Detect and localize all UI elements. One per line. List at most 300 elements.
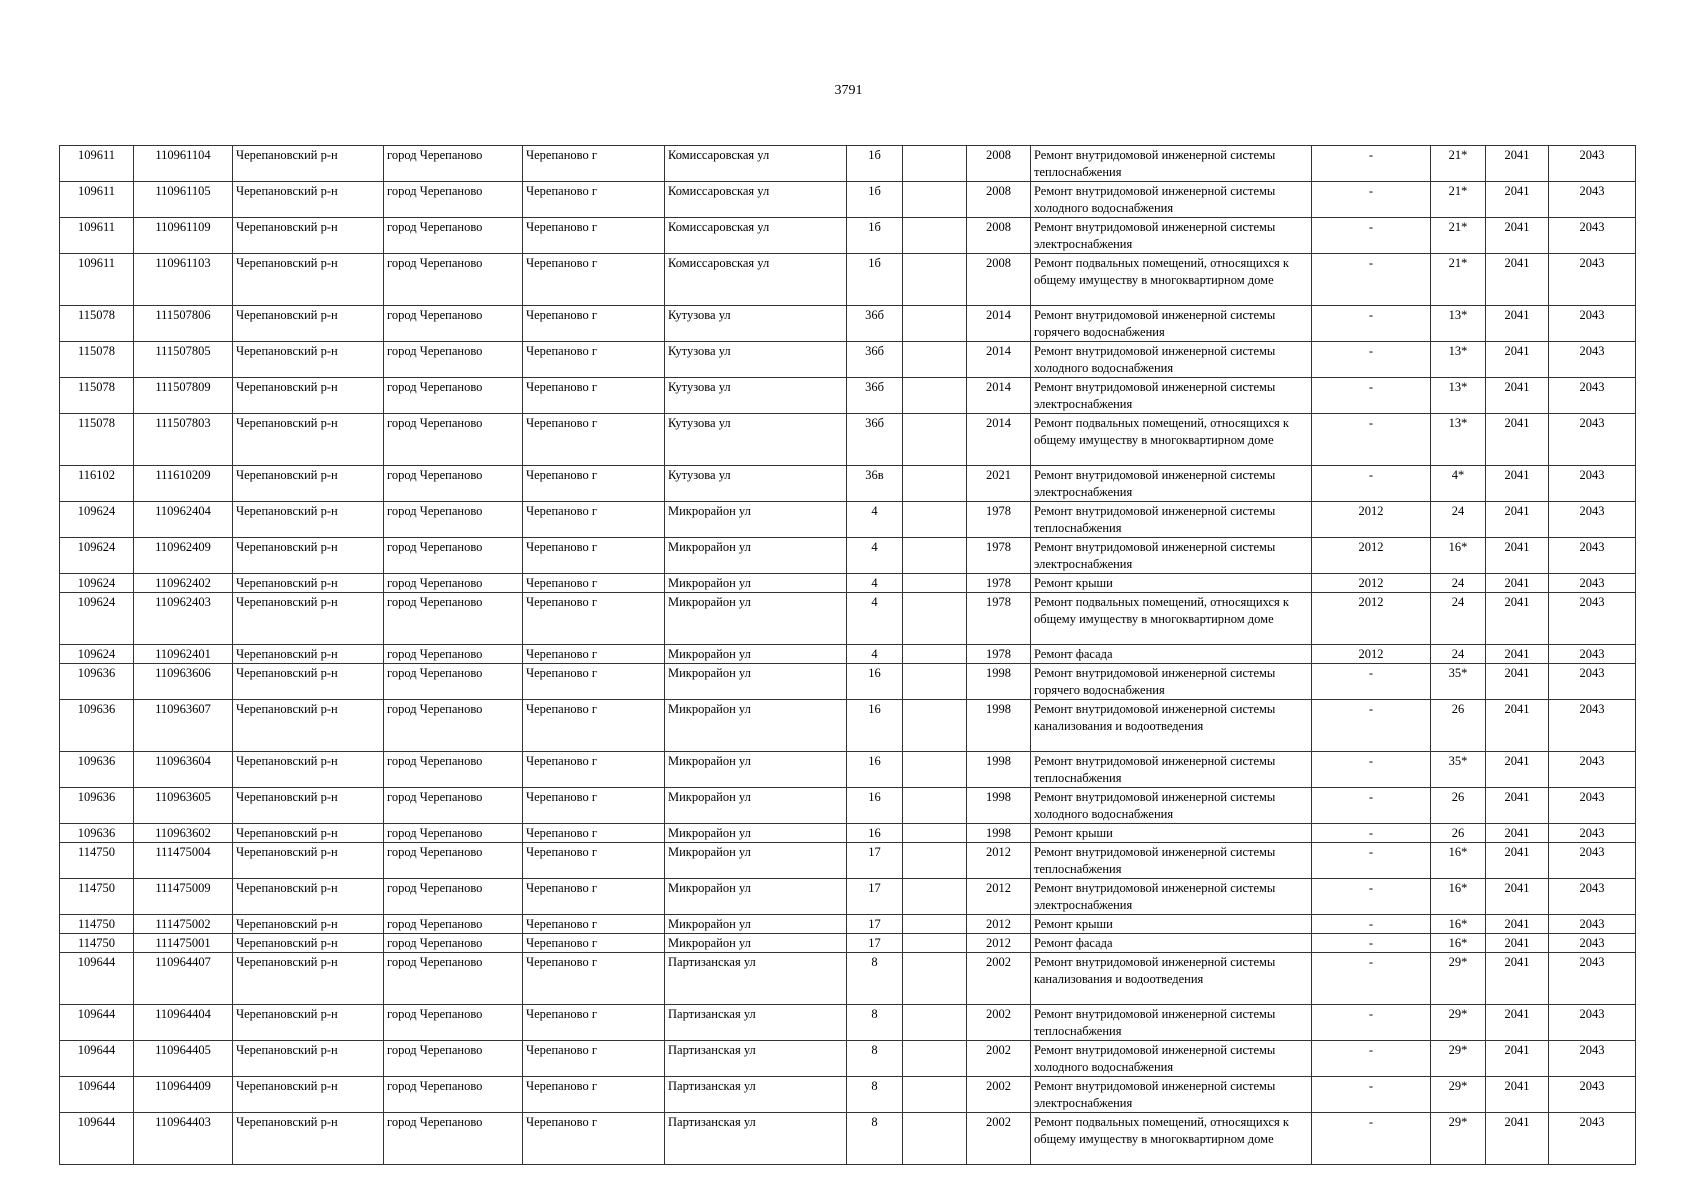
municipality-cell: город Черепаново [384, 934, 523, 953]
work-type-cell: Ремонт внутридомовой инженерной системы горячего водоснабжения [1031, 664, 1312, 700]
commission-year-cell: 2008 [967, 182, 1031, 218]
last-repair-year-cell: 2012 [1312, 593, 1431, 645]
house-id-cell: 114750 [60, 915, 134, 934]
house-id-cell: 109636 [60, 788, 134, 824]
settlement-cell: Черепаново г [523, 752, 665, 788]
last-repair-year-cell: 2012 [1312, 502, 1431, 538]
building-cell [903, 466, 967, 502]
house-number-cell: 36в [847, 466, 903, 502]
planned-end-cell: 2043 [1549, 466, 1636, 502]
planned-end-cell: 2043 [1549, 342, 1636, 378]
work-id-cell: 111507803 [134, 414, 233, 466]
commission-year-cell: 1978 [967, 538, 1031, 574]
table-row [60, 879, 1636, 915]
house-id-cell: 109611 [60, 218, 134, 254]
planned-end-cell: 2043 [1549, 1077, 1636, 1113]
street-cell: Микрорайон ул [665, 645, 847, 664]
service-life-cell: 35* [1431, 752, 1486, 788]
municipality-cell: город Черепаново [384, 788, 523, 824]
last-repair-year-cell: - [1312, 342, 1431, 378]
street-cell: Микрорайон ул [665, 843, 847, 879]
house-number-cell: 17 [847, 879, 903, 915]
work-id-cell: 110964404 [134, 1005, 233, 1041]
house-id-cell: 109636 [60, 664, 134, 700]
planned-start-cell: 2041 [1486, 218, 1549, 254]
street-cell: Микрорайон ул [665, 788, 847, 824]
last-repair-year-cell: 2012 [1312, 574, 1431, 593]
street-cell: Кутузова ул [665, 466, 847, 502]
work-type-cell: Ремонт внутридомовой инженерной системы холодного водоснабжения [1031, 342, 1312, 378]
municipality-cell: город Черепаново [384, 218, 523, 254]
work-type-cell: Ремонт внутридомовой инженерной системы электроснабжения [1031, 538, 1312, 574]
work-type-cell: Ремонт подвальных помещений, относящихся к общему имуществу в многоквартирном доме [1031, 414, 1312, 466]
commission-year-cell: 2014 [967, 306, 1031, 342]
work-id-cell: 110964403 [134, 1113, 233, 1165]
house-id-cell: 109644 [60, 1077, 134, 1113]
work-type-cell: Ремонт внутридомовой инженерной системы холодного водоснабжения [1031, 1041, 1312, 1077]
settlement-cell: Черепаново г [523, 593, 665, 645]
planned-start-cell: 2041 [1486, 700, 1549, 752]
commission-year-cell: 1998 [967, 664, 1031, 700]
last-repair-year-cell: - [1312, 1005, 1431, 1041]
work-type-cell: Ремонт внутридомовой инженерной системы теплоснабжения [1031, 502, 1312, 538]
work-id-cell: 110963604 [134, 752, 233, 788]
house-number-cell: 1б [847, 182, 903, 218]
work-id-cell: 110963605 [134, 788, 233, 824]
service-life-cell: 16* [1431, 934, 1486, 953]
house-id-cell: 109644 [60, 1005, 134, 1041]
commission-year-cell: 2002 [967, 1113, 1031, 1165]
settlement-cell: Черепаново г [523, 843, 665, 879]
table-row [60, 645, 1636, 664]
building-cell [903, 843, 967, 879]
planned-start-cell: 2041 [1486, 879, 1549, 915]
last-repair-year-cell: - [1312, 182, 1431, 218]
building-cell [903, 1041, 967, 1077]
house-number-cell: 36б [847, 306, 903, 342]
building-cell [903, 146, 967, 182]
planned-start-cell: 2041 [1486, 254, 1549, 306]
district-cell: Черепановский р-н [233, 645, 384, 664]
commission-year-cell: 2002 [967, 953, 1031, 1005]
district-cell: Черепановский р-н [233, 664, 384, 700]
table-row [60, 254, 1636, 306]
work-id-cell: 110963602 [134, 824, 233, 843]
table-row [60, 378, 1636, 414]
work-id-cell: 110962401 [134, 645, 233, 664]
street-cell: Кутузова ул [665, 306, 847, 342]
municipality-cell: город Черепаново [384, 1005, 523, 1041]
work-id-cell: 110961109 [134, 218, 233, 254]
planned-start-cell: 2041 [1486, 953, 1549, 1005]
planned-end-cell: 2043 [1549, 752, 1636, 788]
house-id-cell: 116102 [60, 466, 134, 502]
house-id-cell: 114750 [60, 934, 134, 953]
municipality-cell: город Черепаново [384, 502, 523, 538]
street-cell: Микрорайон ул [665, 934, 847, 953]
building-cell [903, 254, 967, 306]
last-repair-year-cell: - [1312, 378, 1431, 414]
last-repair-year-cell: - [1312, 752, 1431, 788]
planned-end-cell: 2043 [1549, 843, 1636, 879]
commission-year-cell: 2008 [967, 146, 1031, 182]
street-cell: Микрорайон ул [665, 752, 847, 788]
settlement-cell: Черепаново г [523, 1113, 665, 1165]
service-life-cell: 16* [1431, 879, 1486, 915]
planned-end-cell: 2043 [1549, 1005, 1636, 1041]
building-cell [903, 306, 967, 342]
commission-year-cell: 1978 [967, 593, 1031, 645]
street-cell: Микрорайон ул [665, 700, 847, 752]
commission-year-cell: 1998 [967, 700, 1031, 752]
planned-start-cell: 2041 [1486, 664, 1549, 700]
street-cell: Кутузова ул [665, 414, 847, 466]
planned-end-cell: 2043 [1549, 593, 1636, 645]
building-cell [903, 218, 967, 254]
work-type-cell: Ремонт внутридомовой инженерной системы теплоснабжения [1031, 752, 1312, 788]
settlement-cell: Черепаново г [523, 218, 665, 254]
page-number: 3791 [834, 83, 863, 98]
municipality-cell: город Черепаново [384, 306, 523, 342]
work-type-cell: Ремонт внутридомовой инженерной системы электроснабжения [1031, 879, 1312, 915]
work-type-cell: Ремонт внутридомовой инженерной системы холодного водоснабжения [1031, 182, 1312, 218]
street-cell: Микрорайон ул [665, 502, 847, 538]
work-id-cell: 110961105 [134, 182, 233, 218]
table-row [60, 502, 1636, 538]
work-id-cell: 110961103 [134, 254, 233, 306]
planned-start-cell: 2041 [1486, 915, 1549, 934]
table-row [60, 1113, 1636, 1165]
street-cell: Микрорайон ул [665, 664, 847, 700]
house-number-cell: 4 [847, 593, 903, 645]
table-row [60, 843, 1636, 879]
work-type-cell: Ремонт внутридомовой инженерной системы канализования и водоотведения [1031, 953, 1312, 1005]
street-cell: Комиссаровская ул [665, 218, 847, 254]
building-cell [903, 824, 967, 843]
building-cell [903, 342, 967, 378]
building-cell [903, 788, 967, 824]
planned-start-cell: 2041 [1486, 342, 1549, 378]
planned-start-cell: 2041 [1486, 378, 1549, 414]
service-life-cell: 13* [1431, 306, 1486, 342]
planned-end-cell: 2043 [1549, 306, 1636, 342]
district-cell: Черепановский р-н [233, 843, 384, 879]
work-id-cell: 110963607 [134, 700, 233, 752]
planned-end-cell: 2043 [1549, 414, 1636, 466]
service-life-cell: 24 [1431, 502, 1486, 538]
service-life-cell: 24 [1431, 574, 1486, 593]
table-row [60, 788, 1636, 824]
house-number-cell: 16 [847, 664, 903, 700]
building-cell [903, 182, 967, 218]
commission-year-cell: 2014 [967, 342, 1031, 378]
work-id-cell: 111507806 [134, 306, 233, 342]
building-cell [903, 574, 967, 593]
commission-year-cell: 2008 [967, 218, 1031, 254]
planned-start-cell: 2041 [1486, 306, 1549, 342]
district-cell: Черепановский р-н [233, 254, 384, 306]
commission-year-cell: 2012 [967, 934, 1031, 953]
district-cell: Черепановский р-н [233, 218, 384, 254]
building-cell [903, 593, 967, 645]
street-cell: Партизанская ул [665, 1077, 847, 1113]
last-repair-year-cell: - [1312, 843, 1431, 879]
last-repair-year-cell: - [1312, 934, 1431, 953]
table-row [60, 915, 1636, 934]
street-cell: Микрорайон ул [665, 824, 847, 843]
settlement-cell: Черепаново г [523, 700, 665, 752]
planned-end-cell: 2043 [1549, 1041, 1636, 1077]
work-type-cell: Ремонт внутридомовой инженерной системы теплоснабжения [1031, 146, 1312, 182]
work-id-cell: 110962403 [134, 593, 233, 645]
planned-start-cell: 2041 [1486, 824, 1549, 843]
planned-start-cell: 2041 [1486, 502, 1549, 538]
planned-end-cell: 2043 [1549, 378, 1636, 414]
planned-end-cell: 2043 [1549, 664, 1636, 700]
last-repair-year-cell: - [1312, 414, 1431, 466]
house-id-cell: 109636 [60, 824, 134, 843]
service-life-cell: 24 [1431, 593, 1486, 645]
planned-start-cell: 2041 [1486, 788, 1549, 824]
municipality-cell: город Черепаново [384, 414, 523, 466]
last-repair-year-cell: - [1312, 700, 1431, 752]
settlement-cell: Черепаново г [523, 378, 665, 414]
work-type-cell: Ремонт подвальных помещений, относящихся к общему имуществу в многоквартирном доме [1031, 254, 1312, 306]
table-row [60, 700, 1636, 752]
settlement-cell: Черепаново г [523, 824, 665, 843]
street-cell: Партизанская ул [665, 1005, 847, 1041]
work-type-cell: Ремонт внутридомовой инженерной системы теплоснабжения [1031, 843, 1312, 879]
house-id-cell: 114750 [60, 879, 134, 915]
work-id-cell: 110964405 [134, 1041, 233, 1077]
settlement-cell: Черепаново г [523, 645, 665, 664]
work-type-cell: Ремонт фасада [1031, 934, 1312, 953]
planned-end-cell: 2043 [1549, 146, 1636, 182]
service-life-cell: 29* [1431, 1077, 1486, 1113]
house-number-cell: 1б [847, 218, 903, 254]
settlement-cell: Черепаново г [523, 953, 665, 1005]
work-type-cell: Ремонт подвальных помещений, относящихся к общему имуществу в многоквартирном доме [1031, 593, 1312, 645]
work-id-cell: 111475004 [134, 843, 233, 879]
work-id-cell: 110961104 [134, 146, 233, 182]
settlement-cell: Черепаново г [523, 414, 665, 466]
building-cell [903, 879, 967, 915]
service-life-cell: 13* [1431, 342, 1486, 378]
settlement-cell: Черепаново г [523, 466, 665, 502]
house-id-cell: 109644 [60, 953, 134, 1005]
house-number-cell: 16 [847, 700, 903, 752]
district-cell: Черепановский р-н [233, 934, 384, 953]
street-cell: Комиссаровская ул [665, 254, 847, 306]
house-number-cell: 8 [847, 1005, 903, 1041]
table-row [60, 574, 1636, 593]
district-cell: Черепановский р-н [233, 146, 384, 182]
service-life-cell: 21* [1431, 146, 1486, 182]
service-life-cell: 13* [1431, 378, 1486, 414]
settlement-cell: Черепаново г [523, 879, 665, 915]
last-repair-year-cell: - [1312, 664, 1431, 700]
district-cell: Черепановский р-н [233, 574, 384, 593]
street-cell: Комиссаровская ул [665, 182, 847, 218]
building-cell [903, 700, 967, 752]
house-id-cell: 115078 [60, 306, 134, 342]
house-id-cell: 109624 [60, 538, 134, 574]
service-life-cell: 29* [1431, 1041, 1486, 1077]
house-number-cell: 36б [847, 414, 903, 466]
commission-year-cell: 2014 [967, 378, 1031, 414]
district-cell: Черепановский р-н [233, 1113, 384, 1165]
municipality-cell: город Черепаново [384, 752, 523, 788]
street-cell: Микрорайон ул [665, 915, 847, 934]
commission-year-cell: 1978 [967, 574, 1031, 593]
municipality-cell: город Черепаново [384, 254, 523, 306]
building-cell [903, 934, 967, 953]
last-repair-year-cell: - [1312, 306, 1431, 342]
commission-year-cell: 2002 [967, 1005, 1031, 1041]
house-number-cell: 17 [847, 915, 903, 934]
municipality-cell: город Черепаново [384, 378, 523, 414]
work-id-cell: 110962404 [134, 502, 233, 538]
planned-start-cell: 2041 [1486, 752, 1549, 788]
planned-end-cell: 2043 [1549, 824, 1636, 843]
last-repair-year-cell: - [1312, 466, 1431, 502]
work-id-cell: 111507805 [134, 342, 233, 378]
district-cell: Черепановский р-н [233, 342, 384, 378]
municipality-cell: город Черепаново [384, 342, 523, 378]
table-row [60, 664, 1636, 700]
work-id-cell: 110964407 [134, 953, 233, 1005]
planned-start-cell: 2041 [1486, 593, 1549, 645]
service-life-cell: 29* [1431, 953, 1486, 1005]
house-number-cell: 8 [847, 953, 903, 1005]
settlement-cell: Черепаново г [523, 1041, 665, 1077]
last-repair-year-cell: - [1312, 146, 1431, 182]
district-cell: Черепановский р-н [233, 593, 384, 645]
work-type-cell: Ремонт фасада [1031, 645, 1312, 664]
service-life-cell: 21* [1431, 182, 1486, 218]
last-repair-year-cell: - [1312, 788, 1431, 824]
district-cell: Черепановский р-н [233, 1005, 384, 1041]
house-id-cell: 109636 [60, 700, 134, 752]
street-cell: Комиссаровская ул [665, 146, 847, 182]
work-type-cell: Ремонт внутридомовой инженерной системы электроснабжения [1031, 466, 1312, 502]
planned-end-cell: 2043 [1549, 574, 1636, 593]
house-number-cell: 36б [847, 342, 903, 378]
service-life-cell: 26 [1431, 824, 1486, 843]
district-cell: Черепановский р-н [233, 538, 384, 574]
municipality-cell: город Черепаново [384, 538, 523, 574]
street-cell: Кутузова ул [665, 378, 847, 414]
district-cell: Черепановский р-н [233, 1077, 384, 1113]
municipality-cell: город Черепаново [384, 700, 523, 752]
work-id-cell: 111475001 [134, 934, 233, 953]
planned-start-cell: 2041 [1486, 1041, 1549, 1077]
last-repair-year-cell: 2012 [1312, 645, 1431, 664]
house-id-cell: 115078 [60, 414, 134, 466]
building-cell [903, 645, 967, 664]
planned-start-cell: 2041 [1486, 538, 1549, 574]
service-life-cell: 21* [1431, 218, 1486, 254]
house-number-cell: 4 [847, 645, 903, 664]
district-cell: Черепановский р-н [233, 306, 384, 342]
building-cell [903, 414, 967, 466]
municipality-cell: город Черепаново [384, 466, 523, 502]
house-id-cell: 109624 [60, 645, 134, 664]
planned-end-cell: 2043 [1549, 1113, 1636, 1165]
municipality-cell: город Черепаново [384, 1077, 523, 1113]
commission-year-cell: 2002 [967, 1041, 1031, 1077]
building-cell [903, 915, 967, 934]
district-cell: Черепановский р-н [233, 700, 384, 752]
district-cell: Черепановский р-н [233, 953, 384, 1005]
street-cell: Партизанская ул [665, 1041, 847, 1077]
planned-start-cell: 2041 [1486, 466, 1549, 502]
commission-year-cell: 2012 [967, 879, 1031, 915]
commission-year-cell: 1998 [967, 824, 1031, 843]
service-life-cell: 16* [1431, 538, 1486, 574]
planned-end-cell: 2043 [1549, 254, 1636, 306]
last-repair-year-cell: - [1312, 1077, 1431, 1113]
settlement-cell: Черепаново г [523, 502, 665, 538]
house-number-cell: 36б [847, 378, 903, 414]
table-row [60, 824, 1636, 843]
municipality-cell: город Черепаново [384, 146, 523, 182]
building-cell [903, 953, 967, 1005]
commission-year-cell: 2012 [967, 843, 1031, 879]
planned-end-cell: 2043 [1549, 915, 1636, 934]
house-number-cell: 17 [847, 843, 903, 879]
planned-end-cell: 2043 [1549, 502, 1636, 538]
house-number-cell: 4 [847, 574, 903, 593]
service-life-cell: 26 [1431, 700, 1486, 752]
service-life-cell: 13* [1431, 414, 1486, 466]
municipality-cell: город Черепаново [384, 843, 523, 879]
work-type-cell: Ремонт крыши [1031, 824, 1312, 843]
work-type-cell: Ремонт внутридомовой инженерной системы горячего водоснабжения [1031, 306, 1312, 342]
street-cell: Партизанская ул [665, 953, 847, 1005]
capital-repair-table [59, 145, 1636, 1165]
service-life-cell: 4* [1431, 466, 1486, 502]
district-cell: Черепановский р-н [233, 1041, 384, 1077]
work-id-cell: 110964409 [134, 1077, 233, 1113]
settlement-cell: Черепаново г [523, 788, 665, 824]
planned-end-cell: 2043 [1549, 700, 1636, 752]
work-type-cell: Ремонт крыши [1031, 915, 1312, 934]
planned-start-cell: 2041 [1486, 574, 1549, 593]
work-type-cell: Ремонт внутридомовой инженерной системы электроснабжения [1031, 218, 1312, 254]
settlement-cell: Черепаново г [523, 934, 665, 953]
building-cell [903, 502, 967, 538]
district-cell: Черепановский р-н [233, 788, 384, 824]
district-cell: Черепановский р-н [233, 414, 384, 466]
district-cell: Черепановский р-н [233, 466, 384, 502]
street-cell: Микрорайон ул [665, 879, 847, 915]
planned-start-cell: 2041 [1486, 843, 1549, 879]
commission-year-cell: 2002 [967, 1077, 1031, 1113]
house-number-cell: 1б [847, 254, 903, 306]
building-cell [903, 1113, 967, 1165]
building-cell [903, 1077, 967, 1113]
last-repair-year-cell: - [1312, 1113, 1431, 1165]
house-number-cell: 8 [847, 1041, 903, 1077]
settlement-cell: Черепаново г [523, 146, 665, 182]
last-repair-year-cell: - [1312, 1041, 1431, 1077]
table-row [60, 1005, 1636, 1041]
commission-year-cell: 2008 [967, 254, 1031, 306]
street-cell: Микрорайон ул [665, 574, 847, 593]
building-cell [903, 538, 967, 574]
street-cell: Микрорайон ул [665, 593, 847, 645]
